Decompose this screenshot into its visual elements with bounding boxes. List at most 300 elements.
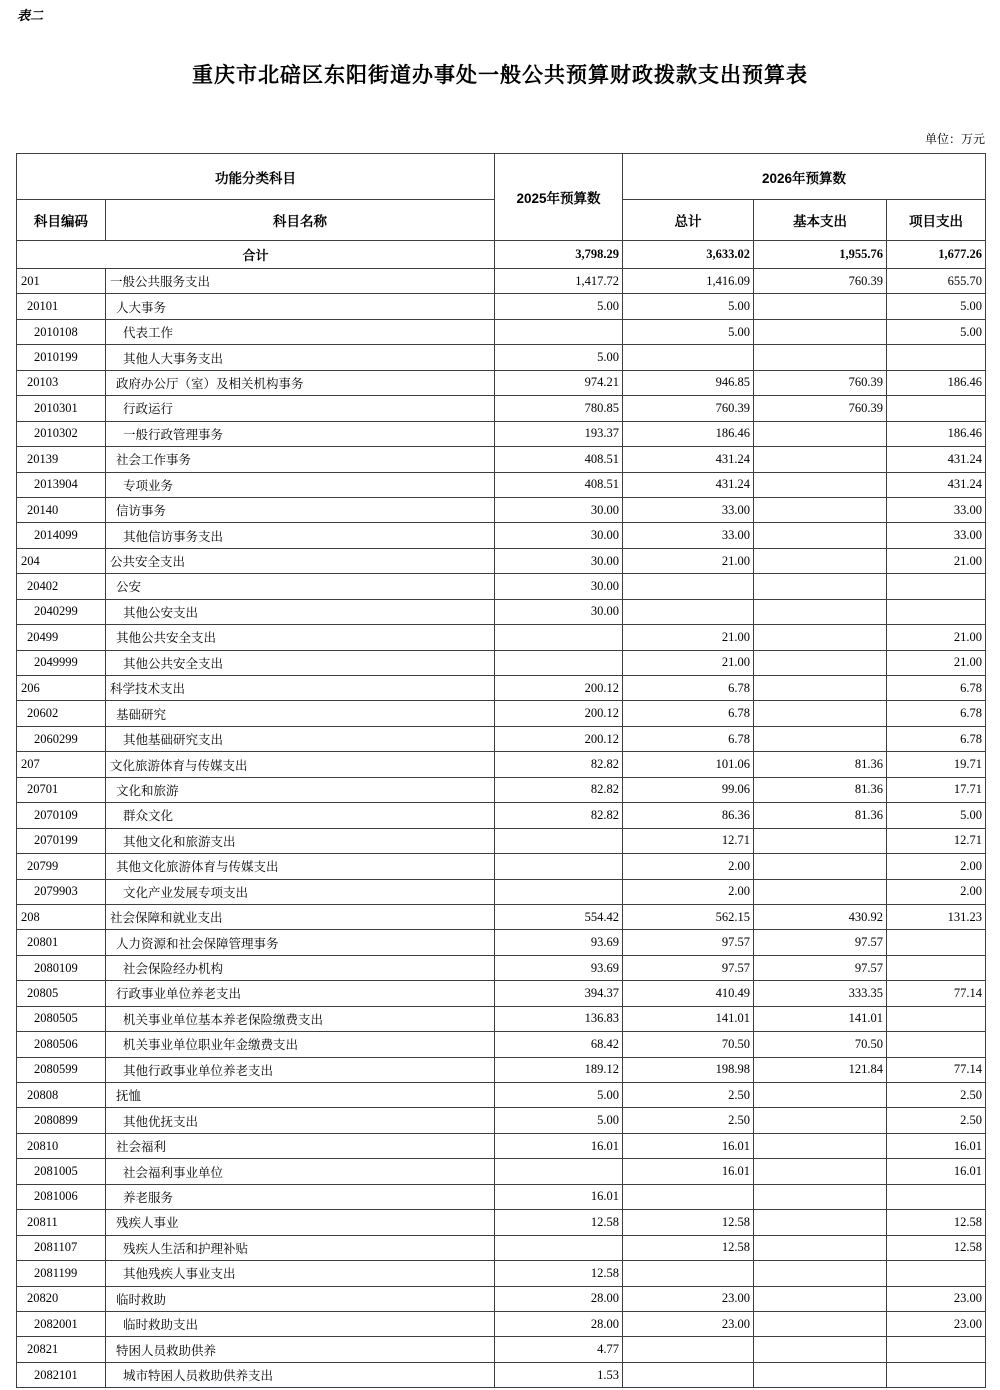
budget-2026-project-cell: 5.00 bbox=[887, 319, 986, 344]
budget-2026-project-cell: 6.78 bbox=[887, 726, 986, 751]
subject-name-cell: 其他公安支出 bbox=[106, 599, 495, 624]
budget-2026-basic-cell bbox=[754, 421, 887, 446]
budget-2026-total-cell: 2.00 bbox=[623, 879, 754, 904]
subject-name-cell: 特困人员救助供养 bbox=[106, 1337, 495, 1362]
budget-2026-project-cell: 431.24 bbox=[887, 447, 986, 472]
budget-2026-basic-cell bbox=[754, 1108, 887, 1133]
budget-2025-cell: 5.00 bbox=[495, 1083, 623, 1108]
budget-2026-project-cell bbox=[887, 930, 986, 955]
subject-code-cell: 2070199 bbox=[17, 828, 106, 853]
subject-code-cell: 2082101 bbox=[17, 1362, 106, 1387]
table-row bbox=[17, 294, 986, 319]
budget-2026-total-cell: 946.85 bbox=[623, 370, 754, 395]
budget-2025-cell bbox=[495, 1235, 623, 1260]
budget-2025-cell: 93.69 bbox=[495, 930, 623, 955]
budget-2026-total-cell: 33.00 bbox=[623, 523, 754, 548]
table-row bbox=[17, 421, 986, 446]
budget-2026-total-cell: 16.01 bbox=[623, 1159, 754, 1184]
budget-2026-project-cell: 2.50 bbox=[887, 1083, 986, 1108]
budget-2026-total-cell: 33.00 bbox=[623, 497, 754, 522]
subject-code-cell: 20103 bbox=[17, 370, 106, 395]
subject-code-cell: 2013904 bbox=[17, 472, 106, 497]
budget-2026-basic-cell: 97.57 bbox=[754, 955, 887, 980]
subject-code-cell: 2010108 bbox=[17, 319, 106, 344]
budget-2025-cell: 12.58 bbox=[495, 1261, 623, 1286]
budget-2026-project-cell: 23.00 bbox=[887, 1311, 986, 1336]
budget-2026-project-cell bbox=[887, 599, 986, 624]
grand-total-2026-basic-cell: 1,955.76 bbox=[754, 241, 887, 269]
subject-code-cell: 201 bbox=[17, 269, 106, 294]
budget-2026-project-cell bbox=[887, 1032, 986, 1057]
subject-code-cell: 2010302 bbox=[17, 421, 106, 446]
budget-2026-basic-cell bbox=[754, 1261, 887, 1286]
header-2026-project-expenditure: 项目支出 bbox=[887, 200, 986, 241]
table-row bbox=[17, 930, 986, 955]
budget-2026-project-cell bbox=[887, 396, 986, 421]
budget-2026-basic-cell bbox=[754, 726, 887, 751]
subject-code-cell: 2049999 bbox=[17, 650, 106, 675]
budget-2026-project-cell: 6.78 bbox=[887, 676, 986, 701]
table-row bbox=[17, 803, 986, 828]
subject-name-cell: 其他人大事务支出 bbox=[106, 345, 495, 370]
table-row bbox=[17, 701, 986, 726]
budget-2026-project-cell bbox=[887, 574, 986, 599]
table-row bbox=[17, 472, 986, 497]
budget-2026-total-cell: 186.46 bbox=[623, 421, 754, 446]
subject-name-cell: 其他公共安全支出 bbox=[106, 625, 495, 650]
budget-2026-total-cell: 12.58 bbox=[623, 1210, 754, 1235]
budget-2025-cell: 780.85 bbox=[495, 396, 623, 421]
subject-code-cell: 20805 bbox=[17, 981, 106, 1006]
subject-code-cell: 20799 bbox=[17, 854, 106, 879]
header-subject-code: 科目编码 bbox=[17, 200, 106, 241]
budget-2025-cell: 12.58 bbox=[495, 1210, 623, 1235]
budget-2026-total-cell: 2.50 bbox=[623, 1083, 754, 1108]
budget-2026-project-cell: 19.71 bbox=[887, 752, 986, 777]
budget-2025-cell: 5.00 bbox=[495, 345, 623, 370]
budget-2025-cell: 30.00 bbox=[495, 574, 623, 599]
budget-2026-project-cell: 186.46 bbox=[887, 370, 986, 395]
budget-2026-total-cell: 97.57 bbox=[623, 955, 754, 980]
grand-total-2026-project-cell: 1,677.26 bbox=[887, 241, 986, 269]
budget-2026-total-cell: 12.58 bbox=[623, 1235, 754, 1260]
budget-2026-basic-cell bbox=[754, 650, 887, 675]
budget-2026-total-cell bbox=[623, 1261, 754, 1286]
budget-2025-cell: 200.12 bbox=[495, 701, 623, 726]
table-row bbox=[17, 1362, 986, 1387]
table-row bbox=[17, 752, 986, 777]
subject-code-cell: 20499 bbox=[17, 625, 106, 650]
subject-name-cell: 行政运行 bbox=[106, 396, 495, 421]
subject-name-cell: 临时救助支出 bbox=[106, 1311, 495, 1336]
subject-code-cell: 20101 bbox=[17, 294, 106, 319]
header-subject-name: 科目名称 bbox=[106, 200, 495, 241]
subject-name-cell: 其他文化旅游体育与传媒支出 bbox=[106, 854, 495, 879]
budget-2026-total-cell: 101.06 bbox=[623, 752, 754, 777]
subject-code-cell: 2060299 bbox=[17, 726, 106, 751]
grand-total-2025-cell: 3,798.29 bbox=[495, 241, 623, 269]
budget-2026-project-cell bbox=[887, 1337, 986, 1362]
budget-2025-cell bbox=[495, 319, 623, 344]
budget-2025-cell: 136.83 bbox=[495, 1006, 623, 1031]
budget-2026-basic-cell bbox=[754, 574, 887, 599]
budget-2025-cell: 82.82 bbox=[495, 777, 623, 802]
budget-2025-cell: 68.42 bbox=[495, 1032, 623, 1057]
budget-2026-project-cell: 33.00 bbox=[887, 523, 986, 548]
subject-name-cell: 社会保险经办机构 bbox=[106, 955, 495, 980]
budget-2026-project-cell: 431.24 bbox=[887, 472, 986, 497]
budget-2025-cell: 193.37 bbox=[495, 421, 623, 446]
budget-2025-cell: 200.12 bbox=[495, 726, 623, 751]
subject-code-cell: 2070109 bbox=[17, 803, 106, 828]
subject-name-cell: 机关事业单位基本养老保险缴费支出 bbox=[106, 1006, 495, 1031]
subject-name-cell: 其他公共安全支出 bbox=[106, 650, 495, 675]
table-row bbox=[17, 1235, 986, 1260]
budget-2026-basic-cell bbox=[754, 319, 887, 344]
subject-name-cell: 科学技术支出 bbox=[106, 676, 495, 701]
subject-name-cell: 临时救助 bbox=[106, 1286, 495, 1311]
budget-2026-basic-cell bbox=[754, 472, 887, 497]
subject-name-cell: 一般公共服务支出 bbox=[106, 269, 495, 294]
subject-code-cell: 20140 bbox=[17, 497, 106, 522]
budget-2026-project-cell bbox=[887, 955, 986, 980]
budget-2025-cell: 30.00 bbox=[495, 497, 623, 522]
budget-2026-total-cell: 2.50 bbox=[623, 1108, 754, 1133]
table-row bbox=[17, 574, 986, 599]
table-row bbox=[17, 269, 986, 294]
budget-2026-total-cell bbox=[623, 1337, 754, 1362]
budget-2026-basic-cell bbox=[754, 625, 887, 650]
subject-code-cell: 2040299 bbox=[17, 599, 106, 624]
header-row-1 bbox=[17, 154, 986, 200]
subject-name-cell: 其他残疾人事业支出 bbox=[106, 1261, 495, 1286]
budget-2026-total-cell: 6.78 bbox=[623, 676, 754, 701]
table-row bbox=[17, 1108, 986, 1133]
budget-2026-basic-cell bbox=[754, 1133, 887, 1158]
budget-2026-basic-cell: 760.39 bbox=[754, 370, 887, 395]
subject-code-cell: 20801 bbox=[17, 930, 106, 955]
subject-name-cell: 其他优抚支出 bbox=[106, 1108, 495, 1133]
subject-name-cell: 抚恤 bbox=[106, 1083, 495, 1108]
budget-2025-cell: 408.51 bbox=[495, 447, 623, 472]
budget-2026-total-cell: 97.57 bbox=[623, 930, 754, 955]
subject-code-cell: 2079903 bbox=[17, 879, 106, 904]
subject-name-cell: 群众文化 bbox=[106, 803, 495, 828]
budget-2025-cell bbox=[495, 828, 623, 853]
budget-2026-project-cell: 131.23 bbox=[887, 904, 986, 929]
budget-2025-cell: 1,417.72 bbox=[495, 269, 623, 294]
budget-2025-cell: 30.00 bbox=[495, 599, 623, 624]
budget-2025-cell: 1.53 bbox=[495, 1362, 623, 1387]
subject-name-cell: 公安 bbox=[106, 574, 495, 599]
subject-name-cell: 文化旅游体育与传媒支出 bbox=[106, 752, 495, 777]
table-row bbox=[17, 447, 986, 472]
budget-2026-total-cell: 86.36 bbox=[623, 803, 754, 828]
subject-name-cell: 其他信访事务支出 bbox=[106, 523, 495, 548]
budget-2026-total-cell: 16.01 bbox=[623, 1133, 754, 1158]
budget-2026-total-cell: 410.49 bbox=[623, 981, 754, 1006]
budget-2026-project-cell: 5.00 bbox=[887, 803, 986, 828]
budget-2025-cell: 5.00 bbox=[495, 294, 623, 319]
table-row bbox=[17, 1057, 986, 1082]
subject-code-cell: 20602 bbox=[17, 701, 106, 726]
budget-2026-basic-cell: 141.01 bbox=[754, 1006, 887, 1031]
budget-2025-cell: 82.82 bbox=[495, 803, 623, 828]
budget-2025-cell: 408.51 bbox=[495, 472, 623, 497]
budget-2026-basic-cell bbox=[754, 497, 887, 522]
budget-2025-cell: 93.69 bbox=[495, 955, 623, 980]
budget-2026-total-cell: 141.01 bbox=[623, 1006, 754, 1031]
subject-code-cell: 2010301 bbox=[17, 396, 106, 421]
table-row bbox=[17, 726, 986, 751]
subject-name-cell: 文化和旅游 bbox=[106, 777, 495, 802]
budget-2026-project-cell: 186.46 bbox=[887, 421, 986, 446]
subject-name-cell: 一般行政管理事务 bbox=[106, 421, 495, 446]
budget-2025-cell: 974.21 bbox=[495, 370, 623, 395]
table-row bbox=[17, 828, 986, 853]
subject-name-cell: 残疾人生活和护理补贴 bbox=[106, 1235, 495, 1260]
subject-code-cell: 2014099 bbox=[17, 523, 106, 548]
budget-2026-project-cell: 33.00 bbox=[887, 497, 986, 522]
budget-2025-cell bbox=[495, 625, 623, 650]
subject-code-cell: 20402 bbox=[17, 574, 106, 599]
subject-name-cell: 残疾人事业 bbox=[106, 1210, 495, 1235]
budget-2026-basic-cell bbox=[754, 854, 887, 879]
budget-2026-basic-cell bbox=[754, 1311, 887, 1336]
budget-2026-basic-cell bbox=[754, 879, 887, 904]
header-functional-category: 功能分类科目 bbox=[17, 154, 495, 200]
subject-name-cell: 文化产业发展专项支出 bbox=[106, 879, 495, 904]
budget-2026-total-cell: 12.71 bbox=[623, 828, 754, 853]
budget-2026-total-cell: 198.98 bbox=[623, 1057, 754, 1082]
grand-total-2026-total-cell: 3,633.02 bbox=[623, 241, 754, 269]
subject-name-cell: 代表工作 bbox=[106, 319, 495, 344]
budget-2026-project-cell bbox=[887, 1362, 986, 1387]
table-row bbox=[17, 1032, 986, 1057]
header-budget-2025: 2025年预算数 bbox=[495, 154, 623, 241]
subject-name-cell: 其他行政事业单位养老支出 bbox=[106, 1057, 495, 1082]
subject-code-cell: 20701 bbox=[17, 777, 106, 802]
table-row bbox=[17, 625, 986, 650]
budget-2026-basic-cell: 97.57 bbox=[754, 930, 887, 955]
budget-2026-project-cell: 16.01 bbox=[887, 1159, 986, 1184]
subject-code-cell: 20810 bbox=[17, 1133, 106, 1158]
budget-2026-total-cell: 431.24 bbox=[623, 447, 754, 472]
budget-2026-basic-cell bbox=[754, 828, 887, 853]
budget-2026-total-cell: 23.00 bbox=[623, 1286, 754, 1311]
budget-2026-project-cell: 21.00 bbox=[887, 548, 986, 573]
table-row bbox=[17, 1311, 986, 1336]
budget-table bbox=[16, 153, 986, 1388]
budget-2026-basic-cell bbox=[754, 1159, 887, 1184]
budget-2026-project-cell: 77.14 bbox=[887, 1057, 986, 1082]
budget-2026-basic-cell bbox=[754, 599, 887, 624]
budget-table-header bbox=[17, 154, 986, 241]
subject-code-cell: 207 bbox=[17, 752, 106, 777]
budget-2025-cell: 28.00 bbox=[495, 1286, 623, 1311]
budget-2025-cell: 5.00 bbox=[495, 1108, 623, 1133]
budget-2025-cell: 30.00 bbox=[495, 523, 623, 548]
budget-2026-project-cell: 5.00 bbox=[887, 294, 986, 319]
budget-2026-project-cell: 21.00 bbox=[887, 625, 986, 650]
grand-total-row bbox=[17, 241, 986, 269]
budget-2025-cell bbox=[495, 854, 623, 879]
budget-2026-basic-cell bbox=[754, 1362, 887, 1387]
budget-2026-basic-cell bbox=[754, 523, 887, 548]
budget-2026-basic-cell bbox=[754, 1235, 887, 1260]
budget-2026-basic-cell bbox=[754, 676, 887, 701]
budget-2026-basic-cell: 430.92 bbox=[754, 904, 887, 929]
budget-2026-basic-cell bbox=[754, 1184, 887, 1209]
table-row bbox=[17, 345, 986, 370]
table-row bbox=[17, 676, 986, 701]
table-row bbox=[17, 523, 986, 548]
budget-2026-total-cell: 1,416.09 bbox=[623, 269, 754, 294]
budget-2026-total-cell: 21.00 bbox=[623, 650, 754, 675]
page-title: 重庆市北碚区东阳街道办事处一般公共预算财政拨款支出预算表 bbox=[192, 64, 808, 87]
budget-2025-cell: 16.01 bbox=[495, 1184, 623, 1209]
budget-2026-total-cell: 70.50 bbox=[623, 1032, 754, 1057]
budget-2026-project-cell bbox=[887, 1184, 986, 1209]
budget-2026-basic-cell: 81.36 bbox=[754, 752, 887, 777]
table-row bbox=[17, 1261, 986, 1286]
budget-2026-project-cell: 2.00 bbox=[887, 854, 986, 879]
budget-2026-total-cell: 562.15 bbox=[623, 904, 754, 929]
subject-name-cell: 政府办公厅（室）及相关机构事务 bbox=[106, 370, 495, 395]
subject-name-cell: 人力资源和社会保障管理事务 bbox=[106, 930, 495, 955]
budget-2026-basic-cell bbox=[754, 294, 887, 319]
budget-2026-project-cell bbox=[887, 1006, 986, 1031]
table-row bbox=[17, 370, 986, 395]
subject-code-cell: 20821 bbox=[17, 1337, 106, 1362]
budget-table-body bbox=[17, 241, 986, 1388]
subject-name-cell: 行政事业单位养老支出 bbox=[106, 981, 495, 1006]
budget-2026-total-cell: 21.00 bbox=[623, 548, 754, 573]
budget-2026-total-cell bbox=[623, 1362, 754, 1387]
subject-code-cell: 2082001 bbox=[17, 1311, 106, 1336]
budget-2026-basic-cell bbox=[754, 447, 887, 472]
subject-code-cell: 2081005 bbox=[17, 1159, 106, 1184]
budget-2026-total-cell: 21.00 bbox=[623, 625, 754, 650]
budget-2026-project-cell: 12.71 bbox=[887, 828, 986, 853]
budget-2026-project-cell: 12.58 bbox=[887, 1210, 986, 1235]
grand-total-label: 合计 bbox=[17, 241, 495, 269]
budget-2026-basic-cell bbox=[754, 1337, 887, 1362]
subject-name-cell: 机关事业单位职业年金缴费支出 bbox=[106, 1032, 495, 1057]
budget-2026-basic-cell bbox=[754, 1286, 887, 1311]
table-row bbox=[17, 548, 986, 573]
budget-2025-cell: 200.12 bbox=[495, 676, 623, 701]
budget-2026-total-cell: 5.00 bbox=[623, 294, 754, 319]
subject-name-cell: 信访事务 bbox=[106, 497, 495, 522]
budget-2026-project-cell: 655.70 bbox=[887, 269, 986, 294]
subject-name-cell: 其他文化和旅游支出 bbox=[106, 828, 495, 853]
subject-code-cell: 206 bbox=[17, 676, 106, 701]
table-row bbox=[17, 1006, 986, 1031]
table-row bbox=[17, 1184, 986, 1209]
table-row bbox=[17, 904, 986, 929]
table-row bbox=[17, 497, 986, 522]
subject-code-cell: 2080505 bbox=[17, 1006, 106, 1031]
table-row bbox=[17, 879, 986, 904]
budget-2026-total-cell bbox=[623, 345, 754, 370]
table-row bbox=[17, 1210, 986, 1235]
budget-2025-cell: 4.77 bbox=[495, 1337, 623, 1362]
budget-2026-total-cell bbox=[623, 1184, 754, 1209]
subject-code-cell: 208 bbox=[17, 904, 106, 929]
subject-code-cell: 20820 bbox=[17, 1286, 106, 1311]
budget-2026-total-cell bbox=[623, 599, 754, 624]
subject-code-cell: 20808 bbox=[17, 1083, 106, 1108]
table-number-label: 表二 bbox=[17, 8, 44, 23]
budget-2026-project-cell: 23.00 bbox=[887, 1286, 986, 1311]
budget-2026-project-cell: 6.78 bbox=[887, 701, 986, 726]
budget-2026-total-cell: 431.24 bbox=[623, 472, 754, 497]
budget-2026-basic-cell: 70.50 bbox=[754, 1032, 887, 1057]
budget-2025-cell: 82.82 bbox=[495, 752, 623, 777]
budget-2026-basic-cell bbox=[754, 345, 887, 370]
subject-code-cell: 2081006 bbox=[17, 1184, 106, 1209]
subject-name-cell: 社会福利事业单位 bbox=[106, 1159, 495, 1184]
table-row bbox=[17, 981, 986, 1006]
subject-name-cell: 人大事务 bbox=[106, 294, 495, 319]
subject-code-cell: 2081199 bbox=[17, 1261, 106, 1286]
table-row bbox=[17, 955, 986, 980]
budget-2025-cell: 28.00 bbox=[495, 1311, 623, 1336]
budget-2025-cell bbox=[495, 650, 623, 675]
budget-2026-project-cell: 2.50 bbox=[887, 1108, 986, 1133]
table-row bbox=[17, 1133, 986, 1158]
budget-2026-project-cell: 16.01 bbox=[887, 1133, 986, 1158]
subject-code-cell: 2080506 bbox=[17, 1032, 106, 1057]
budget-2026-total-cell: 99.06 bbox=[623, 777, 754, 802]
budget-2026-basic-cell bbox=[754, 548, 887, 573]
subject-code-cell: 2080109 bbox=[17, 955, 106, 980]
subject-code-cell: 204 bbox=[17, 548, 106, 573]
budget-2025-cell: 30.00 bbox=[495, 548, 623, 573]
table-row bbox=[17, 777, 986, 802]
budget-2026-basic-cell: 121.84 bbox=[754, 1057, 887, 1082]
budget-2026-total-cell: 760.39 bbox=[623, 396, 754, 421]
subject-name-cell: 其他基础研究支出 bbox=[106, 726, 495, 751]
budget-2025-cell bbox=[495, 879, 623, 904]
budget-2026-basic-cell: 760.39 bbox=[754, 269, 887, 294]
budget-2026-basic-cell bbox=[754, 1083, 887, 1108]
table-row bbox=[17, 1286, 986, 1311]
budget-2026-total-cell: 6.78 bbox=[623, 726, 754, 751]
budget-2026-project-cell: 21.00 bbox=[887, 650, 986, 675]
subject-code-cell: 20139 bbox=[17, 447, 106, 472]
subject-code-cell: 2080599 bbox=[17, 1057, 106, 1082]
subject-name-cell: 社会保障和就业支出 bbox=[106, 904, 495, 929]
budget-2026-basic-cell bbox=[754, 701, 887, 726]
table-row bbox=[17, 1083, 986, 1108]
subject-name-cell: 公共安全支出 bbox=[106, 548, 495, 573]
budget-2026-basic-cell: 760.39 bbox=[754, 396, 887, 421]
budget-2026-project-cell: 12.58 bbox=[887, 1235, 986, 1260]
budget-2026-total-cell: 23.00 bbox=[623, 1311, 754, 1336]
budget-2026-total-cell: 2.00 bbox=[623, 854, 754, 879]
subject-code-cell: 2080899 bbox=[17, 1108, 106, 1133]
budget-2026-basic-cell: 81.36 bbox=[754, 777, 887, 802]
table-row bbox=[17, 599, 986, 624]
budget-2025-cell: 554.42 bbox=[495, 904, 623, 929]
budget-2026-project-cell bbox=[887, 345, 986, 370]
budget-2026-project-cell bbox=[887, 1261, 986, 1286]
table-row bbox=[17, 319, 986, 344]
subject-name-cell: 专项业务 bbox=[106, 472, 495, 497]
budget-2026-total-cell: 5.00 bbox=[623, 319, 754, 344]
